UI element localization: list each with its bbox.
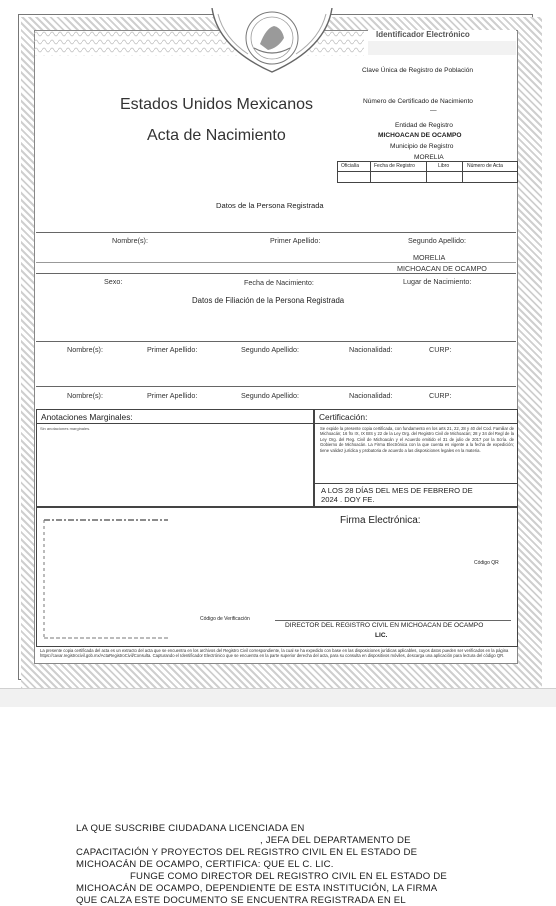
page2-line5: FUNGE COMO DIRECTOR DEL REGISTRO CIVIL EN EL ESTADO DE: [130, 871, 447, 882]
certificacion-date-line2: 2024 . DOY FE.: [321, 495, 375, 504]
registry-col-fecha: Fecha de Registro: [374, 163, 415, 169]
lugar-nacimiento-label: Lugar de Nacimiento:: [403, 277, 472, 286]
filiacion-primer-apellido-label: Primer Apellido:: [147, 345, 198, 354]
registry-table-header: [338, 162, 517, 172]
lugar-line2: MICHOACAN DE OCAMPO: [397, 264, 487, 273]
registry-col-oficialia: Oficialía: [341, 163, 360, 169]
cert-number-value: —: [430, 107, 437, 114]
page-separator: [0, 688, 556, 708]
municipio-label: Municipio de Registro: [390, 143, 454, 150]
page2-line4: MICHOACÁN DE OCAMPO, CERTIFICA: QUE EL C. LIC.: [76, 859, 334, 870]
divider-line: [37, 423, 313, 424]
curp-label: Clave Única de Registro de Población: [362, 67, 474, 74]
identificador-label: Identificador Electrónico: [376, 30, 470, 39]
director-title: DIRECTOR DEL REGISTRO CIVIL EN MICHOACAN DE OCAMPO: [285, 622, 484, 629]
divider-line: [36, 341, 516, 342]
registry-table: [337, 161, 518, 183]
divider-line: [315, 423, 517, 424]
persona-section-title: Datos de la Persona Registrada: [216, 201, 324, 210]
page2-line3: CAPACITACIÓN Y PROYECTOS DEL REGISTRO CIVIL EN EL ESTADO DE: [76, 847, 418, 858]
municipio-value: MORELIA: [414, 154, 444, 161]
filiacion-primer-apellido-label: Primer Apellido:: [147, 391, 198, 400]
page2-line7: QUE CALZA ESTE DOCUMENTO SE ENCUENTRA REGISTRADA EN EL: [76, 895, 406, 906]
signature-line: [275, 620, 511, 621]
certificacion-box: [314, 409, 518, 507]
filiacion-segundo-apellido-label: Segundo Apellido:: [241, 345, 299, 354]
divider-line: [36, 232, 516, 233]
filiacion-segundo-apellido-label: Segundo Apellido:: [241, 391, 299, 400]
registry-col-libro: Libro: [438, 163, 450, 169]
anotaciones-body: Sin anotaciones marginales.: [40, 426, 91, 431]
national-seal-icon: [208, 8, 336, 76]
filiacion-nombre-label: Nombre(s):: [67, 391, 103, 400]
filiacion-nacionalidad-label: Nacionalidad:: [349, 345, 393, 354]
filiacion-curp-label: CURP:: [429, 391, 452, 400]
certificacion-body: Se expide la presente copia certificada, con fundamento en los arts 21, 22, 28 y 40 del Cod. Familiar de Michoacán; 16 frx IX, IX BIS y 22 de la Ley Org. del Registro Civil de Michoacán; 28 y 34 del Regl de la Ley Org. del Reg. Civil de Michoacán y el Acuerdo emitido el 31 de julio de 2017 por la Scría. de Gobierno de Michoacán. La Firma Electrónica con la que cuenta es vigente a la fecha de expedición; tiene validez jurídica y probatoria de acuerdo a las disposiciones legales en la materia.: [320, 426, 514, 453]
firma-title: Firma Electrónica:: [340, 515, 421, 526]
persona-primer-apellido-label: Primer Apellido:: [270, 236, 321, 245]
divider-line: [36, 386, 516, 387]
certificacion-date-line1: A LOS 28 DÍAS DEL MES DE FEBRERO DE: [321, 486, 473, 495]
page2-line1: LA QUE SUSCRIBE CIUDADANA LICENCIADA EN: [76, 823, 305, 834]
entidad-label: Entidad de Registro: [395, 122, 453, 129]
page2-line6: MICHOACÁN DE OCAMPO, DEPENDIENTE DE ESTA INSTITUCIÓN, LA FIRMA: [76, 883, 438, 894]
certificacion-title: Certificación:: [319, 412, 368, 422]
document-title: Acta de Nacimiento: [147, 127, 286, 144]
redacted-area: [40, 516, 174, 642]
registry-divider: [370, 162, 371, 182]
country-title: Estados Unidos Mexicanos: [120, 96, 313, 113]
qr-label: Código QR: [474, 560, 499, 566]
filiacion-curp-label: CURP:: [429, 345, 452, 354]
divider-line: [36, 262, 516, 263]
divider-line: [315, 483, 517, 484]
filiacion-nacionalidad-label: Nacionalidad:: [349, 391, 393, 400]
persona-nombre-label: Nombre(s):: [112, 236, 148, 245]
page2-line2: , JEFA DEL DEPARTAMENTO DE: [260, 835, 411, 846]
second-page: [0, 707, 556, 906]
filiacion-section-title: Datos de Filiación de la Persona Registrada: [192, 296, 345, 305]
fecha-nacimiento-label: Fecha de Nacimiento:: [244, 278, 314, 287]
director-lic: LIC.: [375, 632, 388, 639]
persona-segundo-apellido-label: Segundo Apellido:: [408, 236, 466, 245]
filiacion-nombre-label: Nombre(s):: [67, 345, 103, 354]
sexo-label: Sexo:: [104, 277, 123, 286]
identificador-value: [368, 41, 516, 55]
registry-divider: [462, 162, 463, 182]
cert-number-label: Número de Certificado de Nacimiento: [363, 98, 473, 105]
anotaciones-title: Anotaciones Marginales:: [41, 412, 133, 422]
registry-col-numero: Número de Acta: [467, 163, 503, 169]
registry-divider: [426, 162, 427, 182]
lugar-line1: MORELIA: [413, 253, 446, 262]
footer-note: La presente copia certificada del acta es un extracto del acta que se encuentra en los archivos del Registro Civil correspondiente, la cual se ha expedido con base en las disposiciones jurídicas aplicables, cuyos datos pueden ser verificados en la página https://cavar.registrocivil.gob.mx/ActaRegistroCivil/Consulta. Capturando el Identificador Electrónico que se encuentra en la parte superior derecha del acta, para su consulta en dispositivos móviles, descarga una aplicación para lectura del código QR.: [40, 648, 509, 659]
divider-line: [36, 273, 516, 274]
verification-code-label: Código de Verificación: [200, 616, 250, 622]
entidad-value: MICHOACAN DE OCAMPO: [378, 132, 462, 139]
anotaciones-box: [36, 409, 314, 507]
